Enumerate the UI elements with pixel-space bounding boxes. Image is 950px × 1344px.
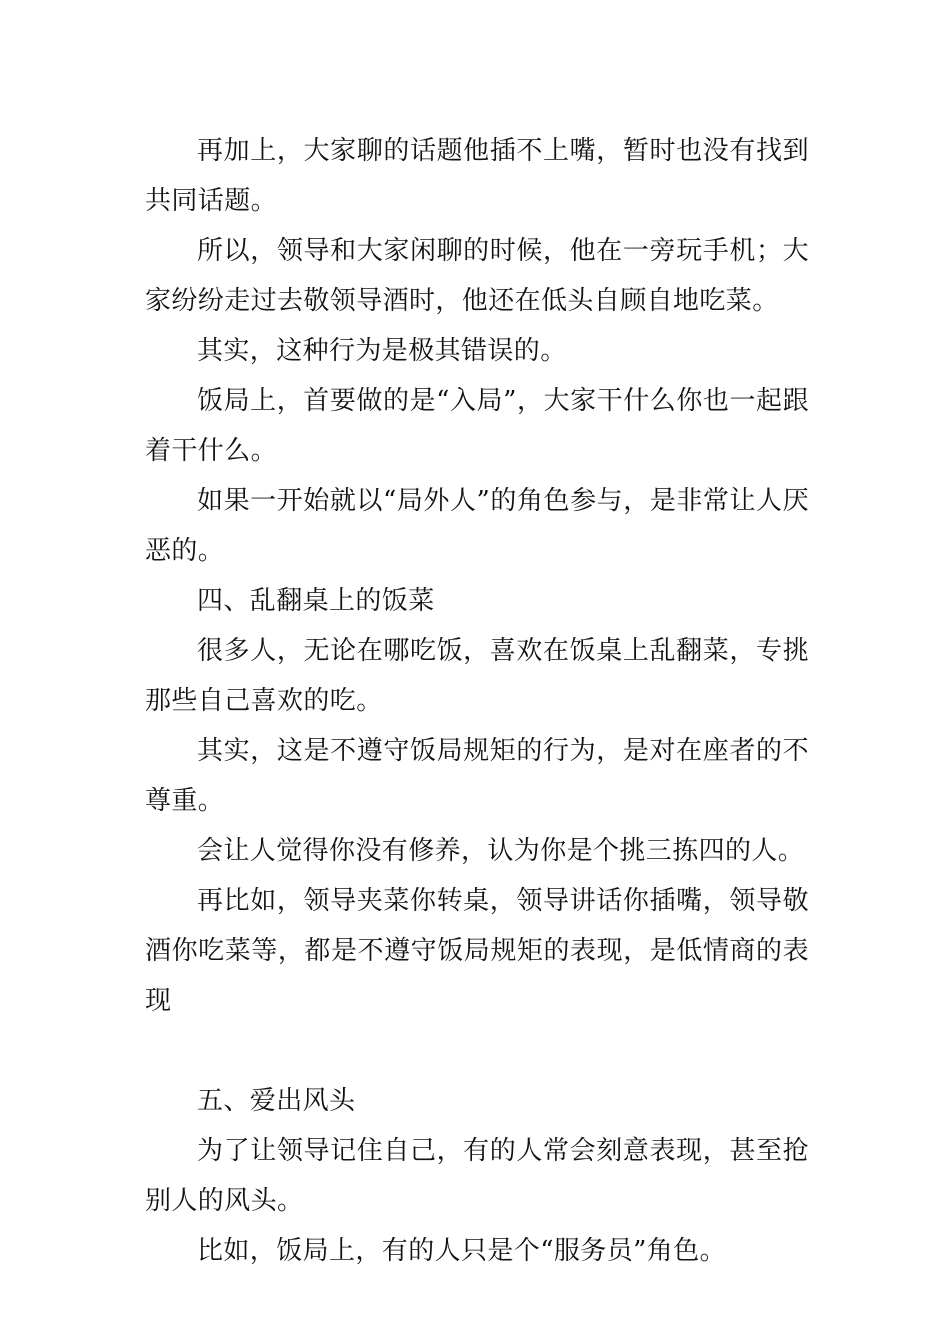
blank-line [145, 1026, 809, 1076]
paragraph: 很多人，无论在哪吃饭，喜欢在饭桌上乱翻菜，专挑那些自己喜欢的吃。 [145, 636, 809, 716]
paragraph: 为了让领导记住自己，有的人常会刻意表现，甚至抢别人的风头。 [145, 1136, 809, 1216]
paragraph: 会让人觉得你没有修养，认为你是个挑三拣四的人。 [197, 836, 805, 866]
paragraph: 如果一开始就以“局外人”的角色参与，是非常让人厌恶的。 [145, 486, 809, 566]
section-heading: 五、爱出风头 [197, 1086, 356, 1116]
paragraph: 所以，领导和大家闲聊的时候，他在一旁玩手机；大家纷纷走过去敬领导酒时，他还在低头自顾自地吃菜。 [145, 236, 809, 316]
paragraph: 其实，这种行为是极其错误的。 [197, 336, 567, 366]
paragraph: 再加上，大家聊的话题他插不上嘴，暂时也没有找到共同话题。 [145, 136, 809, 216]
paragraph: 饭局上，首要做的是“入局”，大家干什么你也一起跟着干什么。 [145, 386, 809, 466]
paragraph: 比如，饭局上，有的人只是个“服务员”角色。 [197, 1236, 726, 1266]
document-body [145, 126, 809, 1276]
paragraph: 再比如，领导夹菜你转桌，领导讲话你插嘴，领导敬酒你吃菜等，都是不遵守饭局规矩的表现，是低情商的表现 [145, 886, 809, 1016]
paragraph: 其实，这是不遵守饭局规矩的行为，是对在座者的不尊重。 [145, 736, 809, 816]
section-heading: 四、乱翻桌上的饭菜 [197, 586, 435, 616]
